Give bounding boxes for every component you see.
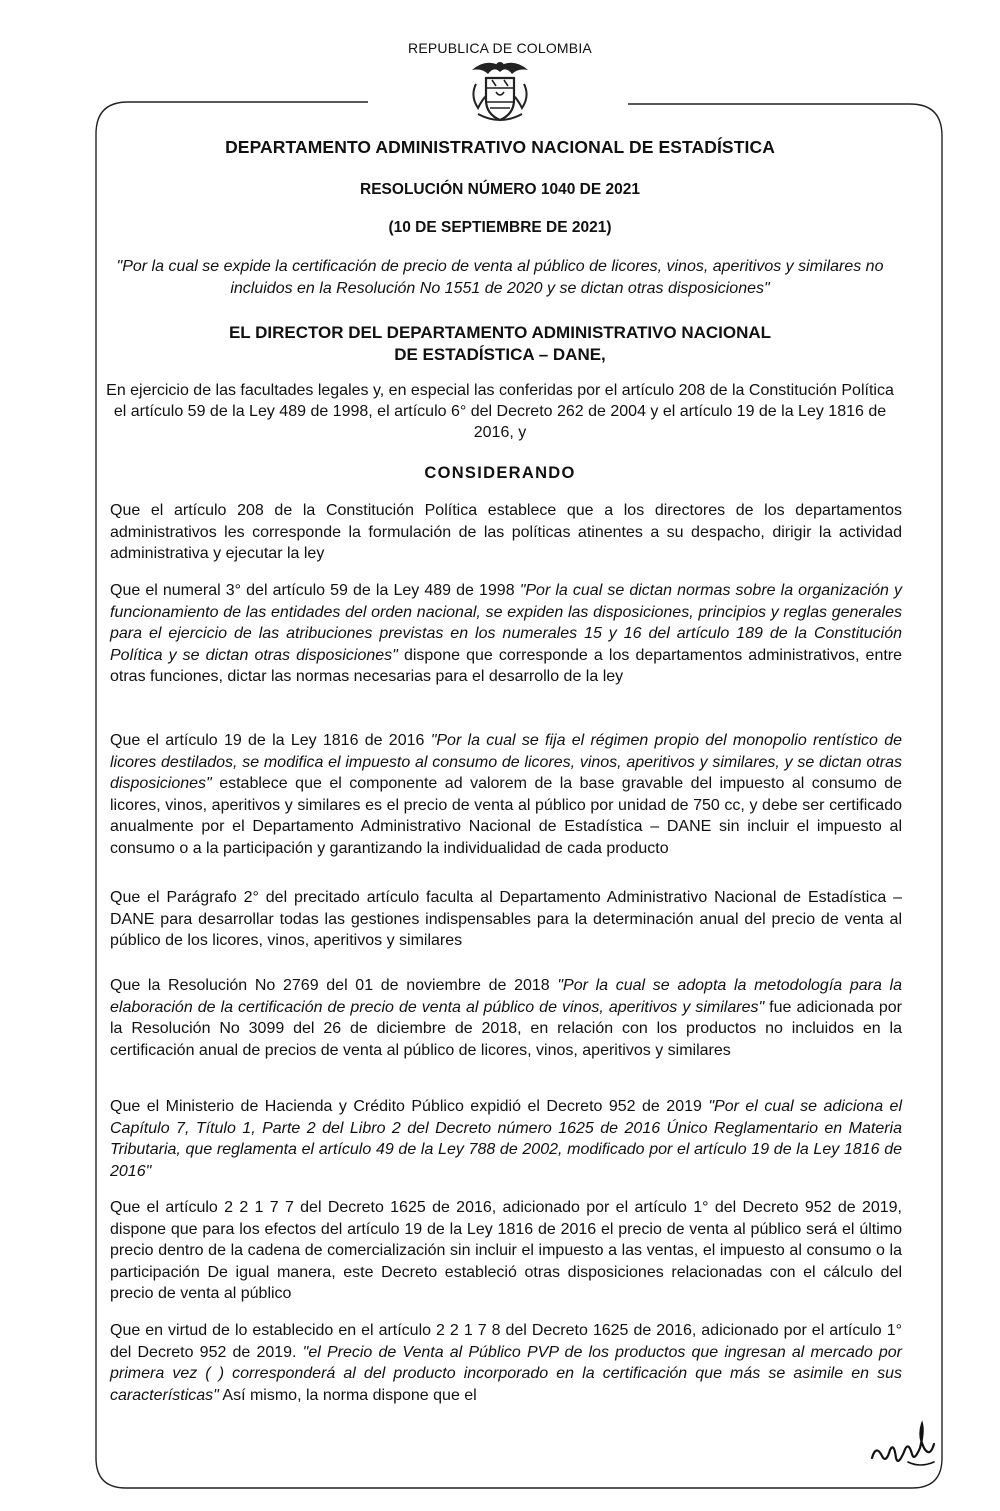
director-line-1: EL DIRECTOR DEL DEPARTAMENTO ADMINISTRATIVO NACIONAL	[228, 323, 772, 342]
considerando-heading: CONSIDERANDO	[424, 464, 576, 482]
country-name: REPUBLICA DE COLOMBIA	[408, 40, 592, 56]
colombia-coat-of-arms-icon	[466, 56, 534, 126]
paragraph-2-text-a: Que el numeral 3° del artículo 59 de la Ley 489 de 1998	[110, 582, 520, 599]
paragraph-2-text-c: dispone que corresponde a los departamentos administrativos, entre otras funciones, dictar las normas necesarias para el desarrollo de la ley	[110, 646, 903, 685]
considerando-paragraph-4: Que el Parágrafo 2° del precitado artículo faculta al Departamento Administrativo Nacional de Estadística – DANE para desarrollar todas las gestiones indispensables para la determinación anual del precio de venta al público de los licores, vinos, aperitivos y similares	[110, 889, 902, 949]
paragraph-8-text-a: Que en virtud de lo establecido en el artículo 2 2 1 7 8 del Decreto 1625 de 2016, adicionado por el artículo 1° del Decreto 952 de 2019.	[110, 1322, 902, 1361]
paragraph-8-text-c: Así mismo, la norma dispone que el	[218, 1386, 477, 1404]
paragraph-5-text-a: Que la Resolución No 2769 del 01 de noviembre de 2018	[110, 977, 558, 994]
paragraph-3-text-a: Que el artículo 19 de la Ley 1816 de 2016	[110, 732, 431, 749]
legal-powers-paragraph: En ejercicio de las facultades legales y, en especial las conferidas por el artículo 208 de la Constitución Política el artículo 59 de la Ley 489 de 1998, el artículo 6° del Decreto 262 de 2004 y el artículo 19 de la Ley 1816 de 2016, y	[106, 382, 894, 441]
considerando-paragraph-5	[110, 975, 902, 1061]
paragraph-6-text-a: Que el Ministerio de Hacienda y Crédito Público expidió el Decreto 952 de 2019	[110, 1098, 709, 1115]
resolution-number: RESOLUCIÓN NÚMERO 1040 DE 2021	[360, 181, 640, 198]
considerando-paragraph-6	[110, 1096, 902, 1182]
considerando-paragraph-7: Que el artículo 2 2 1 7 7 del Decreto 1625 de 2016, adicionado por el artículo 1° del Decreto 952 de 2019, dispone que para los efectos del artículo 19 de la Ley 1816 de 2016 el precio de venta al público será el último precio dentro de la cadena de comercialización sin incluir el impuesto a las ventas, el impuesto al consumo o la participación De igual manera, este Decreto estableció otras disposiciones relacionadas con el cálculo del precio de venta al público	[110, 1199, 902, 1302]
considerando-paragraph-8	[110, 1320, 902, 1406]
director-line-2: DE ESTADÍSTICA – DANE,	[394, 345, 606, 364]
considerando-paragraph-3	[110, 730, 902, 859]
considerando-paragraph-2	[110, 580, 902, 688]
entity-name: DEPARTAMENTO ADMINISTRATIVO NACIONAL DE ESTADÍSTICA	[225, 137, 775, 157]
handwritten-initials-icon	[868, 1418, 948, 1472]
paragraph-3-text-c: establece que el componente ad valorem de la base gravable del impuesto al consumo de licores, vinos, aperitivos y similares es el precio de venta al público por unidad de 750 cc, y debe ser certificado anualmente por el Departamento Administrativo Nacional de Estadística – DANE sin incluir el impuesto al consumo o a la participación y garantizando la individualidad de cada producto	[110, 775, 902, 857]
resolution-epigraph: "Por la cual se expide la certificación de precio de venta al público de licores, vinos, aperitivos y similares no incluidos en la Resolución No 1551 de 2020 y se dictan otras disposiciones"	[116, 258, 884, 297]
paragraph-5-text-c: fue adicionada por la Resolución No 3099 del 26 de diciembre de 2018, en relación con los productos no incluidos en la certificación anual de precios de venta al público de licores, vinos, aperitivos y similares	[110, 998, 902, 1059]
paragraph-6-quote: "Por el cual se adiciona el Capítulo 7, Título 1, Parte 2 del Libro 2 del Decreto número 1625 de 2016 Único Reglamentario en Materia Tributaria, que reglamenta el artículo 49 de la Ley 788 de 2002, modificado por el artículo 19 de la Ley 1816 de 2016"	[110, 1098, 903, 1180]
paragraph-8-quote: "el Precio de Venta al Público PVP de los productos que ingresan al mercado por primera vez ( ) corresponderá al del producto incorporado en la certificación que más se asimile en sus características"	[110, 1343, 902, 1404]
resolution-date: (10 DE SEPTIEMBRE DE 2021)	[388, 219, 612, 236]
paragraph-3-quote: "Por la cual se fija el régimen propio del monopolio rentístico de licores destilados, se modifica el impuesto al consumo de licores, vinos, aperitivos y similares, y se dictan otras disposiciones"	[110, 732, 902, 792]
paragraph-2-quote: "Por la cual se dictan normas sobre la organización y funcionamiento de las entidades del orden nacional, se expiden las disposiciones, principios y reglas generales para el ejercicio de las atribuciones previstas en los numerales 15 y 16 del artículo 189 de la Constitución Política y se dictan otras disposiciones"	[110, 582, 902, 664]
director-heading	[140, 322, 860, 366]
paragraph-5-quote: "Por la cual se adopta la metodología para la elaboración de la certificación de precio de venta al público de vinos, aperitivos y similares"	[110, 977, 902, 1016]
considerando-paragraph-1: Que el artículo 208 de la Constitución Política establece que a los directores de los departamentos administrativos les corresponde la formulación de las políticas atinentes a su despacho, dirigir la actividad administrativa y ejecutar la ley	[110, 502, 902, 562]
